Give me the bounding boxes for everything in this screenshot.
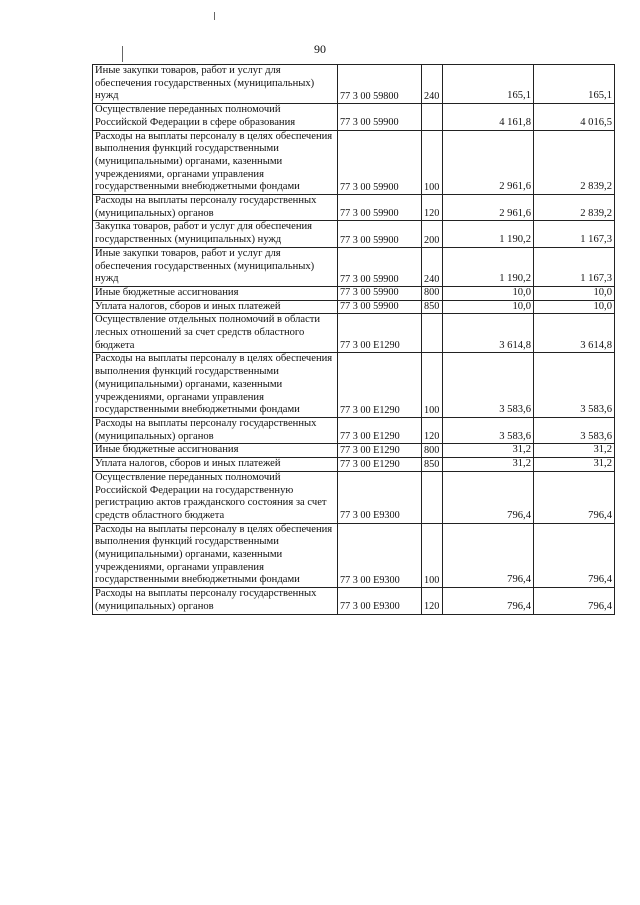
row-expense-type-cell [422,471,443,523]
row-value-2-cell: 165,1 [534,65,615,104]
row-name-cell: Расходы на выплаты персоналу в целях обеспечения выполнения функций государственными (муниципальными) органами, казенными учреждениями, органами управления государственными внебюджетными фондами [93,130,338,195]
row-code-cell: 77 3 00 Е1290 [338,458,422,472]
row-value-2-cell: 10,0 [534,286,615,300]
row-code-cell: 77 3 00 59900 [338,300,422,314]
row-expense-type-cell: 100 [422,523,443,588]
table-row [93,286,615,300]
budget-table-body [93,65,615,615]
scan-mark [122,46,123,62]
row-name-cell: Закупка товаров, работ и услуг для обеспечения государственных (муниципальных) нужд [93,221,338,247]
row-value-1-cell: 1 190,2 [443,247,534,286]
table-row [93,65,615,104]
row-value-1-cell: 31,2 [443,444,534,458]
row-code-cell: 77 3 00 Е1290 [338,353,422,418]
row-name-cell: Иные бюджетные ассигнования [93,444,338,458]
table-row [93,104,615,130]
row-name-cell: Иные закупки товаров, работ и услуг для обеспечения государственных (муниципальных) нужд [93,247,338,286]
row-value-1-cell: 31,2 [443,458,534,472]
row-expense-type-cell: 240 [422,65,443,104]
page-number: 90 [314,42,326,56]
row-expense-type-cell: 240 [422,247,443,286]
row-code-cell: 77 3 00 Е9300 [338,471,422,523]
row-value-1-cell: 3 583,6 [443,353,534,418]
row-expense-type-cell: 120 [422,588,443,614]
table-row [93,588,615,614]
row-value-1-cell: 4 161,8 [443,104,534,130]
table-row [93,471,615,523]
table-row [93,444,615,458]
row-code-cell: 77 3 00 Е1290 [338,444,422,458]
row-value-2-cell: 31,2 [534,444,615,458]
row-value-1-cell: 165,1 [443,65,534,104]
row-name-cell: Иные бюджетные ассигнования [93,286,338,300]
table-row [93,195,615,221]
row-value-2-cell: 796,4 [534,588,615,614]
table-row [93,417,615,443]
table-row [93,130,615,195]
row-name-cell: Расходы на выплаты персоналу в целях обеспечения выполнения функций государственными (муниципальными) органами, казенными учреждениями, органами управления государственными внебюджетными фондами [93,353,338,418]
row-name-cell: Осуществление отдельных полномочий в области лесных отношений за счет средств областного бюджета [93,314,338,353]
row-value-2-cell: 2 839,2 [534,195,615,221]
table-row [93,314,615,353]
row-value-1-cell: 10,0 [443,300,534,314]
row-name-cell: Расходы на выплаты персоналу государственных (муниципальных) органов [93,417,338,443]
row-expense-type-cell: 850 [422,300,443,314]
row-value-2-cell: 2 839,2 [534,130,615,195]
row-expense-type-cell: 120 [422,195,443,221]
row-expense-type-cell: 800 [422,286,443,300]
row-name-cell: Расходы на выплаты персоналу в целях обеспечения выполнения функций государственными (муниципальными) органами, казенными учреждениями, органами управления государственными внебюджетными фондами [93,523,338,588]
row-code-cell: 77 3 00 Е9300 [338,588,422,614]
row-expense-type-cell: 100 [422,353,443,418]
row-value-1-cell: 10,0 [443,286,534,300]
row-value-2-cell: 3 583,6 [534,353,615,418]
table-row [93,353,615,418]
row-value-2-cell: 1 167,3 [534,247,615,286]
row-code-cell: 77 3 00 Е1290 [338,314,422,353]
row-name-cell: Уплата налогов, сборов и иных платежей [93,300,338,314]
table-row [93,523,615,588]
row-expense-type-cell [422,314,443,353]
row-value-1-cell: 3 583,6 [443,417,534,443]
row-code-cell: 77 3 00 59900 [338,221,422,247]
row-value-1-cell: 796,4 [443,471,534,523]
row-expense-type-cell [422,104,443,130]
table-row [93,221,615,247]
row-value-2-cell: 31,2 [534,458,615,472]
row-value-1-cell: 3 614,8 [443,314,534,353]
row-name-cell: Расходы на выплаты персоналу государственных (муниципальных) органов [93,588,338,614]
row-code-cell: 77 3 00 59900 [338,195,422,221]
row-value-2-cell: 4 016,5 [534,104,615,130]
row-code-cell: 77 3 00 59900 [338,130,422,195]
row-value-1-cell: 2 961,6 [443,195,534,221]
row-value-2-cell: 796,4 [534,471,615,523]
row-value-2-cell: 3 583,6 [534,417,615,443]
row-value-1-cell: 1 190,2 [443,221,534,247]
row-name-cell: Иные закупки товаров, работ и услуг для обеспечения государственных (муниципальных) нужд [93,65,338,104]
table-row [93,458,615,472]
row-value-1-cell: 796,4 [443,523,534,588]
row-expense-type-cell: 100 [422,130,443,195]
scan-mark [214,12,215,20]
row-code-cell: 77 3 00 59900 [338,286,422,300]
table-row [93,247,615,286]
row-expense-type-cell: 850 [422,458,443,472]
row-expense-type-cell: 200 [422,221,443,247]
row-value-1-cell: 796,4 [443,588,534,614]
row-code-cell: 77 3 00 59800 [338,65,422,104]
budget-table [92,64,615,615]
row-code-cell: 77 3 00 59900 [338,104,422,130]
row-value-1-cell: 2 961,6 [443,130,534,195]
table-row [93,300,615,314]
row-name-cell: Уплата налогов, сборов и иных платежей [93,458,338,472]
row-name-cell: Осуществление переданных полномочий Российской Федерации на государственную регистрацию актов гражданского состояния за счет средств областного бюджета [93,471,338,523]
row-code-cell: 77 3 00 Е9300 [338,523,422,588]
row-expense-type-cell: 800 [422,444,443,458]
row-value-2-cell: 3 614,8 [534,314,615,353]
row-value-2-cell: 1 167,3 [534,221,615,247]
row-value-2-cell: 10,0 [534,300,615,314]
row-code-cell: 77 3 00 Е1290 [338,417,422,443]
row-code-cell: 77 3 00 59900 [338,247,422,286]
row-name-cell: Расходы на выплаты персоналу государственных (муниципальных) органов [93,195,338,221]
row-expense-type-cell: 120 [422,417,443,443]
row-value-2-cell: 796,4 [534,523,615,588]
row-name-cell: Осуществление переданных полномочий Российской Федерации в сфере образования [93,104,338,130]
